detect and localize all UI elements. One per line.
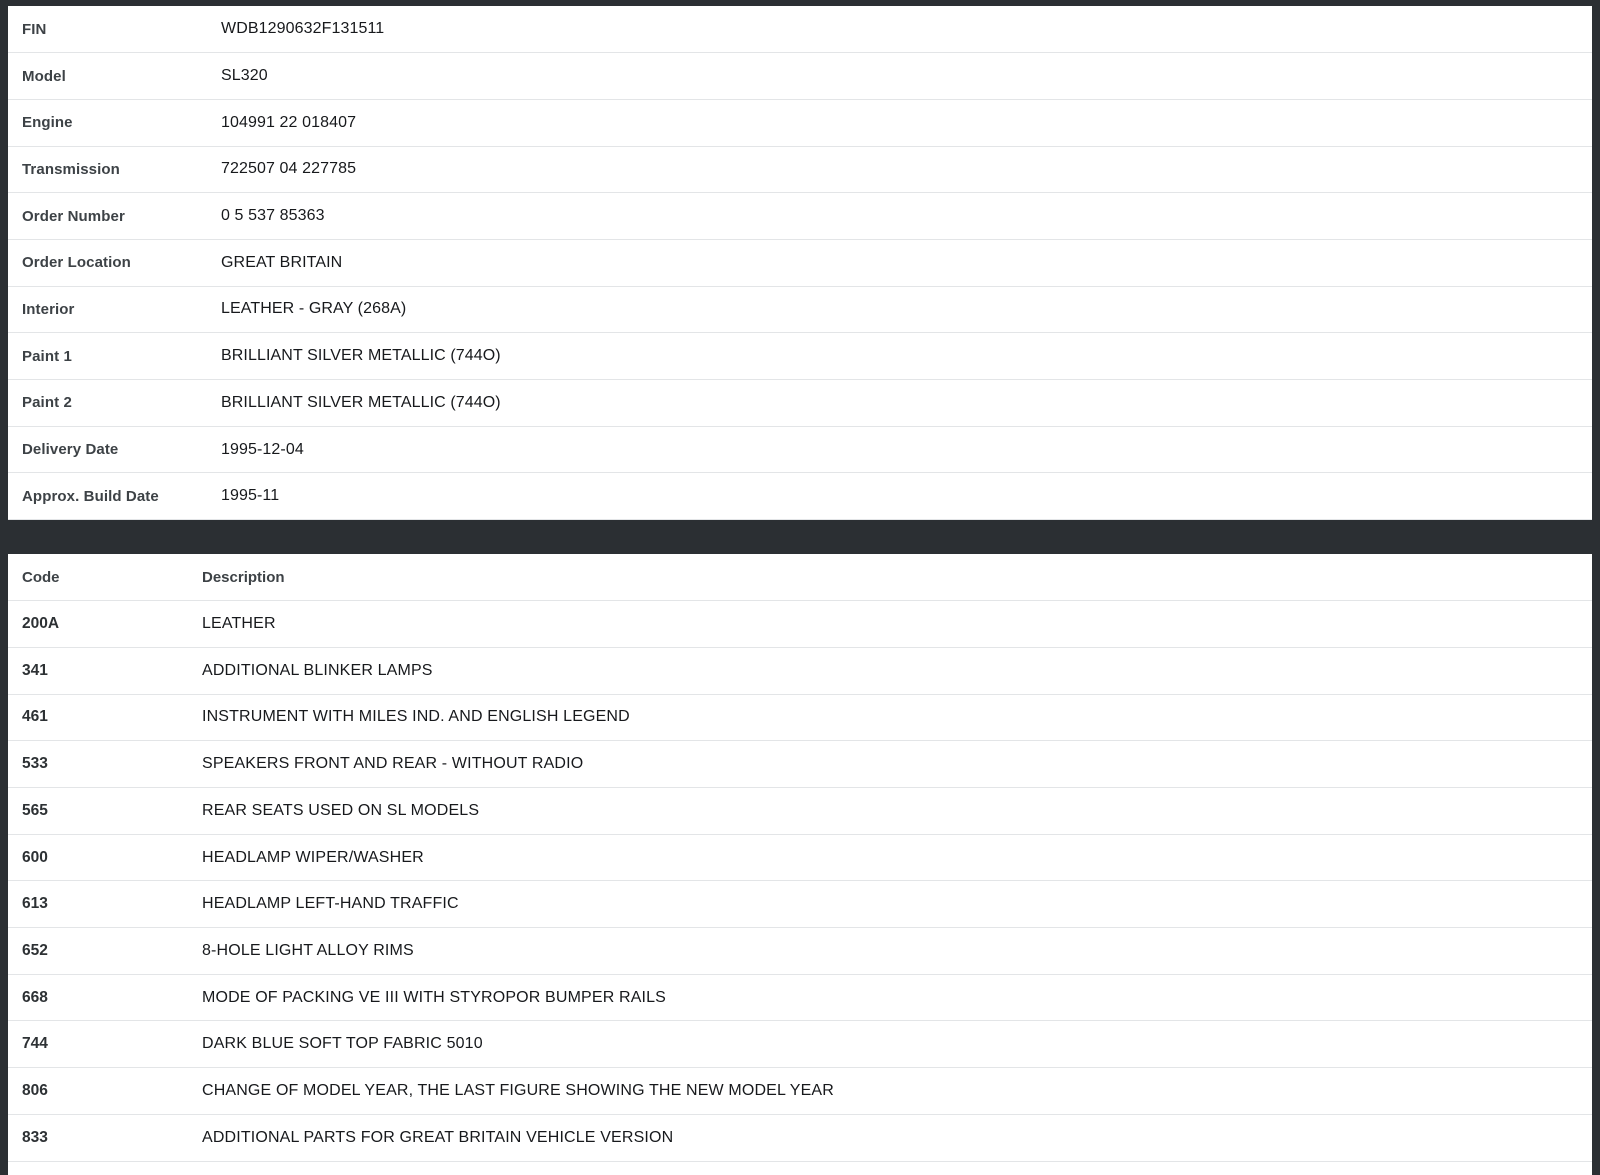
table-row (8, 694, 1592, 741)
code-cell: 200A (8, 601, 100, 648)
description-cell: HEADLAMP LEFT-HAND TRAFFIC (100, 881, 1592, 928)
code-cell: 461 (8, 694, 100, 741)
code-cell: 652 (8, 928, 100, 975)
spec-label-order-number: Order Number (8, 193, 213, 240)
table-row (8, 741, 1592, 788)
description-cell: ADDITIONAL PARTS FOR GREAT BRITAIN VEHICLE VERSION (100, 1114, 1592, 1161)
code-cell: 744 (8, 1021, 100, 1068)
spec-value-transmission: 722507 04 227785 (213, 146, 1592, 193)
table-row (8, 53, 1592, 100)
table-row (8, 99, 1592, 146)
spec-value-order-location: GREAT BRITAIN (213, 239, 1592, 286)
table-row (8, 1021, 1592, 1068)
top-border-bar (0, 0, 1600, 6)
card-content (8, 6, 1592, 1175)
table-row (8, 286, 1592, 333)
spec-label-approx-build-date: Approx. Build Date (8, 473, 213, 520)
description-cell: ADDITIONAL BLINKER LAMPS (100, 647, 1592, 694)
column-header-description: Description (100, 554, 1592, 601)
description-cell: REAR SEATS USED ON SL MODELS (100, 788, 1592, 835)
table-row (8, 239, 1592, 286)
right-border-rail (1592, 0, 1600, 1175)
table-row (8, 647, 1592, 694)
option-codes-table (8, 554, 1592, 1161)
table-row (8, 601, 1592, 648)
code-cell: 533 (8, 741, 100, 788)
table-row (8, 788, 1592, 835)
spec-value-fin: WDB1290632F131511 (213, 6, 1592, 53)
table-row (8, 834, 1592, 881)
section-divider-band (8, 520, 1592, 554)
description-cell: SPEAKERS FRONT AND REAR - WITHOUT RADIO (100, 741, 1592, 788)
spec-label-interior: Interior (8, 286, 213, 333)
spec-label-engine: Engine (8, 99, 213, 146)
table-row (8, 6, 1592, 53)
description-cell: HEADLAMP WIPER/WASHER (100, 834, 1592, 881)
table-row (8, 426, 1592, 473)
description-cell: CHANGE OF MODEL YEAR, THE LAST FIGURE SHOWING THE NEW MODEL YEAR (100, 1068, 1592, 1115)
column-header-code: Code (8, 554, 100, 601)
table-row (8, 1068, 1592, 1115)
spec-value-model: SL320 (213, 53, 1592, 100)
code-cell: 806 (8, 1068, 100, 1115)
table-row (8, 473, 1592, 520)
vehicle-spec-body (8, 6, 1592, 520)
spec-value-interior: LEATHER - GRAY (268A) (213, 286, 1592, 333)
table-row (8, 974, 1592, 1021)
table-row (8, 928, 1592, 975)
spec-label-transmission: Transmission (8, 146, 213, 193)
description-cell: MODE OF PACKING VE III WITH STYROPOR BUMPER RAILS (100, 974, 1592, 1021)
code-cell: 565 (8, 788, 100, 835)
option-codes-body (8, 601, 1592, 1161)
table-row (8, 881, 1592, 928)
left-border-rail (0, 0, 8, 1175)
code-cell: 668 (8, 974, 100, 1021)
spec-label-paint-2: Paint 2 (8, 380, 213, 427)
table-row (8, 380, 1592, 427)
spec-label-delivery-date: Delivery Date (8, 426, 213, 473)
description-cell: LEATHER (100, 601, 1592, 648)
table-row (8, 193, 1592, 240)
table-row (8, 1114, 1592, 1161)
code-cell: 341 (8, 647, 100, 694)
spec-value-paint-1: BRILLIANT SILVER METALLIC (744O) (213, 333, 1592, 380)
spec-value-delivery-date: 1995-12-04 (213, 426, 1592, 473)
code-cell: 613 (8, 881, 100, 928)
option-codes-header (8, 554, 1592, 601)
spec-label-model: Model (8, 53, 213, 100)
description-cell: DARK BLUE SOFT TOP FABRIC 5010 (100, 1021, 1592, 1068)
code-cell: 833 (8, 1114, 100, 1161)
vehicle-spec-table (8, 6, 1592, 520)
spec-label-fin: FIN (8, 6, 213, 53)
table-row (8, 146, 1592, 193)
spec-value-approx-build-date: 1995-11 (213, 473, 1592, 520)
spec-label-paint-1: Paint 1 (8, 333, 213, 380)
table-header-row (8, 554, 1592, 601)
spec-value-paint-2: BRILLIANT SILVER METALLIC (744O) (213, 380, 1592, 427)
code-cell: 600 (8, 834, 100, 881)
spec-label-order-location: Order Location (8, 239, 213, 286)
description-cell: 8-HOLE LIGHT ALLOY RIMS (100, 928, 1592, 975)
spec-value-engine: 104991 22 018407 (213, 99, 1592, 146)
spec-value-order-number: 0 5 537 85363 (213, 193, 1592, 240)
description-cell: INSTRUMENT WITH MILES IND. AND ENGLISH LEGEND (100, 694, 1592, 741)
table-row (8, 333, 1592, 380)
